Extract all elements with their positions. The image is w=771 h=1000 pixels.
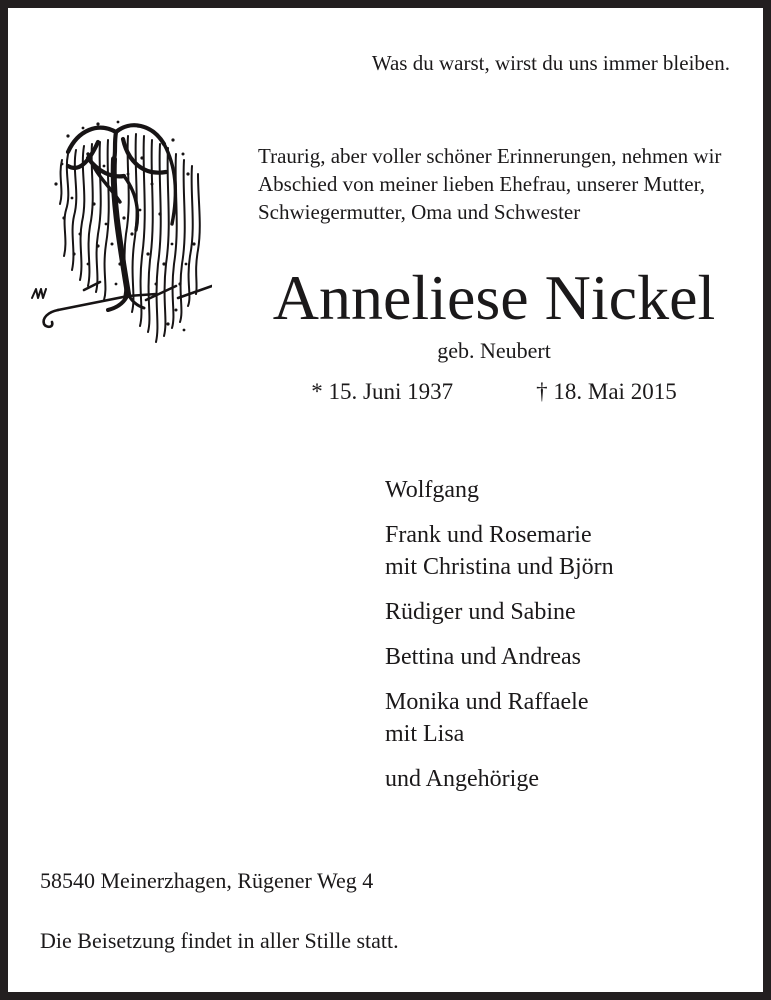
life-dates bbox=[258, 378, 730, 406]
intro-paragraph: Traurig, aber voller schöner Erinnerungen, nehmen wir Abschied von meiner lieben Ehefrau, unserer Mutter, Schwiegermutter, Oma und Schwester bbox=[258, 144, 722, 224]
deceased-name: Anneliese Nickel bbox=[272, 262, 716, 333]
mourner-entry bbox=[385, 763, 614, 795]
memorial-quote: Was du warst, wirst du uns immer bleiben. bbox=[371, 51, 730, 75]
mourner-entry bbox=[385, 686, 614, 750]
mourner-name: Monika und Raffaele bbox=[385, 689, 589, 715]
mourners-list bbox=[385, 474, 614, 808]
mourner-entry bbox=[385, 641, 614, 673]
burial-note: Die Beisetzung findet in aller Stille statt. bbox=[40, 928, 399, 953]
mourner-name: Frank und Rosemarie bbox=[385, 522, 592, 548]
mourner-name-sub: mit Christina und Björn bbox=[385, 554, 614, 580]
mourner-name-sub: mit Lisa bbox=[385, 721, 465, 747]
mourner-name: Bettina und Andreas bbox=[385, 644, 581, 670]
mourner-name: Rüdiger und Sabine bbox=[385, 599, 576, 625]
birth-date: * 15. Juni 1937 bbox=[311, 379, 454, 404]
address-line: 58540 Meinerzhagen, Rügener Weg 4 bbox=[40, 868, 374, 893]
death-date: † 18. Mai 2015 bbox=[536, 379, 677, 404]
mourner-name: Wolfgang bbox=[385, 477, 480, 503]
mourner-entry bbox=[385, 519, 614, 583]
mourner-entry bbox=[385, 474, 614, 506]
willow-tree-illustration bbox=[28, 114, 212, 352]
mourner-entry bbox=[385, 596, 614, 628]
mourner-name: und Angehörige bbox=[385, 766, 539, 792]
maiden-name: geb. Neubert bbox=[437, 338, 551, 363]
deceased-header bbox=[258, 263, 730, 406]
